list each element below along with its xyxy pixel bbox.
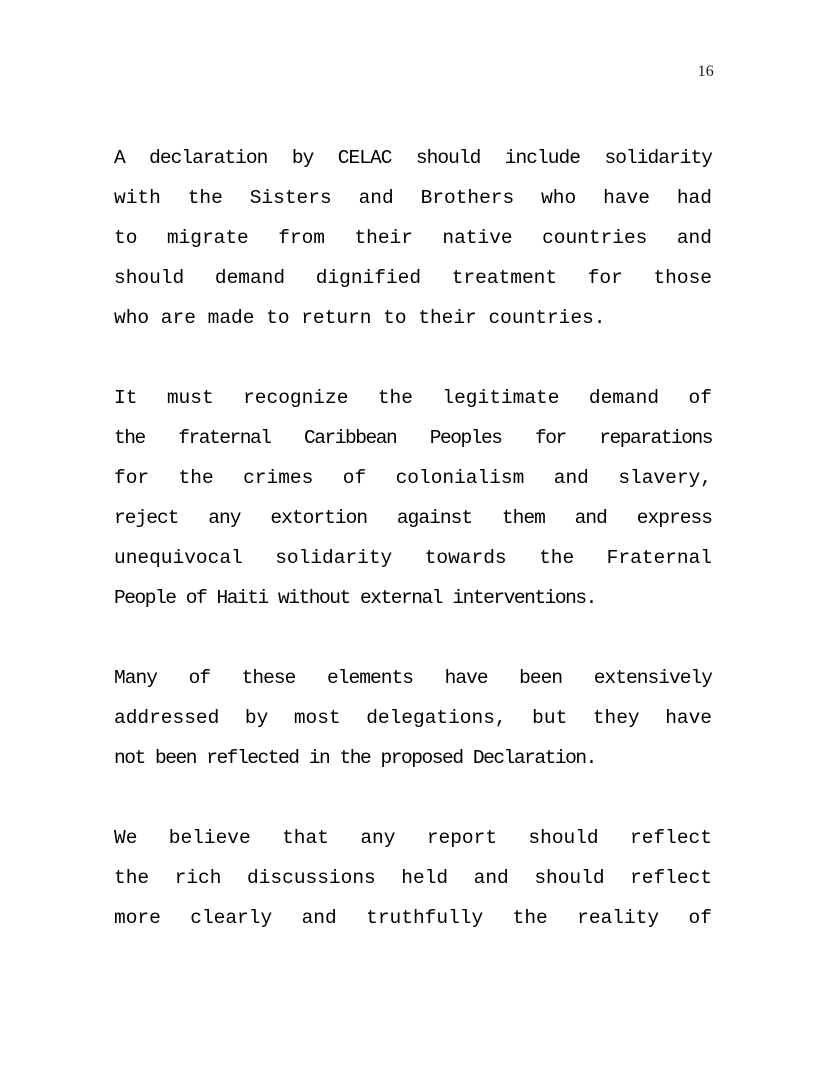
- word: should: [114, 267, 185, 289]
- text-line: People of Haiti without external interventions.: [114, 587, 596, 609]
- word: Brothers: [420, 187, 515, 209]
- word: reject: [114, 507, 179, 529]
- paragraph: [114, 818, 712, 938]
- text-line: who are made to return to their countries.: [114, 307, 606, 329]
- text-line: [114, 538, 712, 578]
- word: that: [282, 827, 329, 849]
- word: reality: [577, 907, 660, 929]
- word: with: [114, 187, 161, 209]
- word: unequivocal: [114, 547, 243, 569]
- word: the: [512, 907, 548, 929]
- word: extensively: [593, 667, 712, 689]
- word: elements: [326, 667, 413, 689]
- word: they: [592, 707, 640, 729]
- word: and: [676, 227, 712, 249]
- word: for: [587, 267, 623, 289]
- word: fraternal: [178, 427, 271, 449]
- word: them: [501, 507, 545, 529]
- word: demand: [588, 387, 660, 409]
- word: should: [415, 147, 481, 169]
- word: demand: [214, 267, 286, 289]
- word: Peoples: [429, 427, 502, 449]
- word: for: [114, 467, 150, 489]
- paragraph: [114, 138, 712, 338]
- word: reflect: [630, 867, 712, 889]
- text-line: [114, 258, 712, 298]
- word: but: [532, 707, 568, 729]
- word: to: [114, 227, 138, 249]
- word: of: [688, 907, 712, 929]
- text-line: [114, 458, 712, 498]
- word: addressed: [114, 707, 220, 729]
- word: the: [114, 427, 145, 449]
- word: more: [114, 907, 161, 929]
- text-line: [114, 658, 712, 698]
- word: by: [291, 147, 314, 169]
- word: held: [401, 867, 449, 889]
- word: these: [241, 667, 296, 689]
- word: dignified: [315, 267, 422, 289]
- word: the: [178, 467, 214, 489]
- word: CELAC: [337, 147, 392, 169]
- word: solidarity: [604, 147, 712, 169]
- word: delegations,: [366, 707, 507, 729]
- text-line: [114, 378, 712, 418]
- word: should: [534, 867, 605, 889]
- word: Sisters: [249, 187, 332, 209]
- word: Many: [114, 667, 158, 689]
- word: have: [665, 707, 712, 729]
- word: and: [358, 187, 394, 209]
- word: crimes: [243, 467, 314, 489]
- word: and: [301, 907, 337, 929]
- word: the: [114, 867, 150, 889]
- word: We: [114, 827, 138, 849]
- word: been: [519, 667, 563, 689]
- word: reflect: [630, 827, 712, 849]
- word: have: [444, 667, 488, 689]
- word: solidarity: [275, 547, 393, 569]
- text-line: not been reflected in the proposed Declaration.: [114, 747, 596, 769]
- word: rich: [174, 867, 222, 889]
- word: Caribbean: [303, 427, 397, 449]
- word: It: [114, 387, 138, 409]
- word: truthfully: [366, 907, 484, 929]
- word: declaration: [149, 147, 268, 169]
- word: migrate: [166, 227, 249, 249]
- word: recognize: [243, 387, 349, 409]
- word: include: [504, 147, 581, 169]
- word: Fraternal: [606, 547, 712, 569]
- text-line: [114, 218, 712, 258]
- text-line: [114, 178, 712, 218]
- word: against: [396, 507, 473, 529]
- word: any: [208, 507, 241, 529]
- paragraph: [114, 378, 712, 618]
- word: believe: [168, 827, 251, 849]
- word: colonialism: [395, 467, 525, 489]
- word: must: [166, 387, 214, 409]
- word: towards: [424, 547, 507, 569]
- document-body: [114, 138, 712, 938]
- word: report: [426, 827, 498, 849]
- word: by: [244, 707, 269, 729]
- word: who: [541, 187, 577, 209]
- word: have: [603, 187, 650, 209]
- paragraph: [114, 658, 712, 778]
- word: the: [539, 547, 575, 569]
- word: treatment: [451, 267, 558, 289]
- word: and: [473, 867, 509, 889]
- word: reparations: [599, 427, 712, 449]
- word: had: [676, 187, 712, 209]
- text-line: [114, 138, 712, 178]
- text-line: [114, 698, 712, 738]
- word: for: [534, 427, 566, 449]
- word: A: [114, 147, 125, 169]
- word: of: [688, 387, 712, 409]
- word: discussions: [247, 867, 376, 889]
- word: of: [342, 467, 367, 489]
- word: their: [354, 227, 413, 249]
- word: any: [360, 827, 396, 849]
- word: the: [377, 387, 413, 409]
- text-line: [114, 898, 712, 938]
- word: from: [278, 227, 326, 249]
- text-line: [114, 498, 712, 538]
- word: express: [636, 507, 712, 529]
- page-number: 16: [697, 63, 714, 80]
- word: native: [442, 227, 513, 249]
- word: the: [187, 187, 223, 209]
- word: of: [188, 667, 211, 689]
- word: those: [653, 267, 712, 289]
- text-line: [114, 858, 712, 898]
- word: clearly: [190, 907, 273, 929]
- word: should: [528, 827, 599, 849]
- word: most: [293, 707, 341, 729]
- word: extortion: [270, 507, 368, 529]
- text-line: [114, 418, 712, 458]
- word: legitimate: [442, 387, 560, 409]
- word: slavery,: [618, 467, 712, 489]
- text-line: [114, 818, 712, 858]
- word: and: [574, 507, 607, 529]
- word: countries: [542, 227, 648, 249]
- word: and: [553, 467, 589, 489]
